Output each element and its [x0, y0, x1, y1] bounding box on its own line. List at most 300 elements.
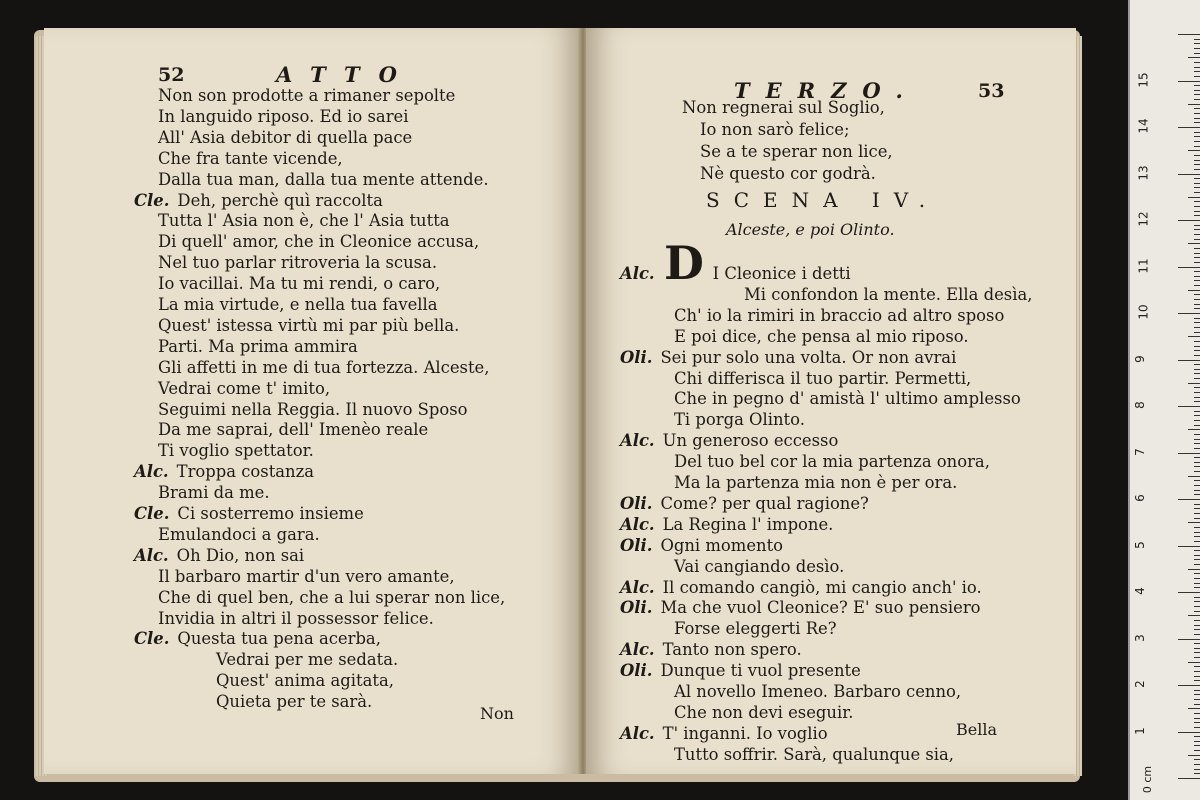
ruler-tick [1194, 759, 1200, 760]
ruler-tick [1194, 206, 1200, 207]
ruler-tick [1178, 34, 1200, 35]
text-line [620, 661, 861, 681]
left-page [44, 28, 580, 774]
text-line [158, 211, 450, 231]
ruler-tick [1194, 234, 1200, 235]
ruler-tick [1194, 485, 1200, 486]
text-line [674, 703, 853, 723]
ruler-tick [1194, 573, 1200, 574]
line-text: Sei pur solo una volta. Or non avrai [660, 347, 957, 367]
speaker-label: Oli. [620, 347, 653, 367]
line-text: I Cleonice i detti [712, 264, 851, 283]
speaker-label: Cle. [134, 504, 170, 523]
ruler-tick [1194, 71, 1200, 72]
ruler-tick [1194, 666, 1200, 667]
text-line [744, 285, 1032, 305]
ruler-tick [1194, 262, 1200, 263]
ruler-tick [1194, 773, 1200, 774]
line-text: Brami da me. [158, 483, 270, 503]
ruler-tick [1194, 62, 1200, 63]
ruler-tick [1194, 745, 1200, 746]
line-text: Mi confondon la mente. Ella desìa, [744, 284, 1033, 304]
ruler-tick [1194, 146, 1200, 147]
ruler-tick [1194, 364, 1200, 365]
ruler-tick [1178, 267, 1200, 268]
ruler-tick [1194, 253, 1200, 254]
ruler-tick [1194, 122, 1200, 123]
line-text: Che di quel ben, che a lui sperar non lice, [158, 587, 506, 607]
ruler-tick [1194, 550, 1200, 551]
text-line [216, 650, 398, 670]
right-running-head: TERZO. [734, 78, 919, 103]
ruler-tick [1188, 429, 1200, 430]
text-line [674, 327, 969, 347]
stage-direction: Alceste, e poi Olinto. [726, 220, 895, 239]
ruler-tick [1194, 169, 1200, 170]
line-text: Seguimi nella Reggia. Il nuovo Sposo [158, 399, 468, 419]
text-line [158, 400, 468, 420]
text-line [158, 316, 459, 336]
ruler-tick [1194, 201, 1200, 202]
ruler-tick [1194, 350, 1200, 351]
text-line [674, 452, 990, 472]
line-text: Quest' anima agitata, [216, 671, 394, 691]
ruler-tick [1194, 113, 1200, 114]
ruler-tick [1194, 239, 1200, 240]
ruler-number: 15 [1136, 71, 1151, 88]
text-line [674, 306, 1004, 326]
ruler-tick [1194, 39, 1200, 40]
ruler-tick [1194, 648, 1200, 649]
ruler-tick [1188, 383, 1200, 384]
ruler-tick [1194, 327, 1200, 328]
ruler-tick [1194, 718, 1200, 719]
ruler-tick [1194, 764, 1200, 765]
ruler-number: 6 [1132, 494, 1147, 502]
ruler-tick [1194, 332, 1200, 333]
ruler-tick [1194, 257, 1200, 258]
speaker-label: Oli. [620, 661, 653, 681]
line-text: Ti porga Olinto. [674, 410, 805, 430]
ruler-tick [1194, 415, 1200, 416]
ruler-tick [1178, 732, 1200, 733]
ruler-tick [1194, 652, 1200, 653]
ruler-tick [1194, 94, 1200, 95]
ruler-tick [1194, 457, 1200, 458]
text-line [158, 149, 343, 169]
line-text: All' Asia debitor di quella pace [158, 127, 413, 147]
ruler-tick [1194, 53, 1200, 54]
ruler-tick [1194, 504, 1200, 505]
speaker-label: Oli. [620, 598, 653, 618]
text-line [158, 441, 314, 461]
text-line [674, 557, 844, 577]
line-text: La mia virtude, e nella tua favella [158, 295, 438, 314]
ruler-tick [1178, 174, 1200, 175]
ruler-tick [1194, 462, 1200, 463]
ruler-tick [1194, 532, 1200, 533]
ruler-number: 9 [1132, 354, 1147, 363]
line-text: Chi differisca il tuo partir. Permetti, [674, 368, 972, 388]
ruler-tick [1194, 634, 1200, 635]
ruler-tick [1194, 722, 1200, 723]
ruler-tick [1194, 434, 1200, 435]
line-text: Di quell' amor, che in Cleonice accusa, [158, 232, 480, 252]
ruler-tick [1194, 285, 1200, 286]
ruler-tick [1194, 750, 1200, 751]
ruler-tick [1178, 81, 1200, 82]
ruler-tick [1194, 508, 1200, 509]
text-line [620, 494, 869, 514]
text-line [674, 473, 957, 493]
text-line [158, 609, 434, 629]
text-line [674, 389, 1021, 409]
ruler-tick [1188, 150, 1200, 151]
ruler-tick [1194, 490, 1200, 491]
text-line [620, 431, 838, 451]
line-text: In languido riposo. Ed io sarei [158, 106, 409, 126]
ruler-tick [1194, 518, 1200, 519]
text-line [158, 525, 320, 545]
ruler-tick [1194, 271, 1200, 272]
line-text: Tanto non spero. [662, 640, 802, 660]
ruler-tick [1194, 625, 1200, 626]
ruler-tick [1194, 294, 1200, 295]
ruler-tick [1194, 369, 1200, 370]
ruler-tick [1194, 299, 1200, 300]
speaker-label: Alc. [134, 545, 169, 565]
ruler-tick [1178, 546, 1200, 547]
ruler-unit-label: 0 cm [1141, 765, 1155, 794]
measuring-ruler [1128, 0, 1200, 800]
line-text: Nel tuo parlar ritroveria la scusa. [158, 253, 438, 273]
text-line [158, 232, 479, 252]
right-catchword: Bella [956, 720, 997, 739]
ruler-tick [1194, 401, 1200, 402]
line-text: Che fra tante vicende, [158, 148, 343, 168]
ruler-number: 7 [1132, 447, 1147, 456]
ruler-tick [1194, 448, 1200, 449]
ruler-tick [1194, 229, 1200, 230]
ruler-tick [1194, 136, 1200, 137]
ruler-tick [1178, 406, 1200, 407]
line-text: T' inganni. Io voglio [662, 723, 828, 743]
ruler-tick [1178, 127, 1200, 128]
ruler-tick [1194, 67, 1200, 68]
ruler-tick [1194, 601, 1200, 602]
ruler-tick [1194, 583, 1200, 584]
ruler-tick [1194, 164, 1200, 165]
verse-line: Nè questo cor godrà. [700, 164, 876, 183]
ruler-tick [1178, 685, 1200, 686]
text-line [620, 598, 981, 618]
text-line [158, 588, 505, 608]
ruler-tick [1194, 280, 1200, 281]
line-text: Ch' io la rimiri in braccio ad altro sposo [674, 305, 1005, 325]
ruler-tick [1194, 564, 1200, 565]
ruler-tick [1194, 411, 1200, 412]
ruler-tick [1194, 225, 1200, 226]
ruler-tick [1194, 699, 1200, 700]
drop-cap: D [664, 236, 704, 290]
text-line [134, 462, 314, 482]
ruler-tick [1194, 643, 1200, 644]
line-text: Quest' istessa virtù mi par più bella. [158, 315, 460, 335]
ruler-tick [1194, 346, 1200, 347]
ruler-tick [1194, 536, 1200, 537]
line-text: Non son prodotte a rimaner sepolte [158, 86, 456, 105]
line-text: Parti. Ma prima ammira [158, 336, 358, 356]
ruler-tick [1178, 360, 1200, 361]
text-line [158, 128, 412, 148]
ruler-number: 12 [1136, 211, 1151, 227]
left-catchword: Non [480, 704, 514, 723]
ruler-tick [1178, 453, 1200, 454]
line-text: Deh, perchè quì raccolta [177, 190, 383, 210]
ruler-tick [1178, 499, 1200, 500]
text-line [674, 410, 805, 430]
ruler-tick [1194, 99, 1200, 100]
line-text: Ogni momento [660, 535, 784, 555]
ruler-number: 2 [1132, 680, 1147, 688]
ruler-tick [1194, 118, 1200, 119]
ruler-tick [1188, 476, 1200, 477]
ruler-tick [1188, 104, 1200, 105]
speaker-label: Alc. [620, 723, 655, 743]
line-text: Come? per qual ragione? [660, 493, 869, 513]
ruler-tick [1194, 727, 1200, 728]
line-text: Ci sosterremo insieme [177, 504, 364, 523]
ruler-tick [1194, 387, 1200, 388]
text-line [158, 420, 428, 440]
text-line [158, 483, 270, 503]
ruler-number: 14 [1136, 118, 1151, 134]
line-text: Io vacillai. Ma tu mi rendi, o caro, [158, 274, 441, 294]
ruler-tick [1194, 704, 1200, 705]
line-text: Un generoso eccesso [662, 431, 839, 451]
speaker-label: Cle. [134, 190, 170, 210]
speaker-label: Alc. [134, 462, 169, 482]
text-line [158, 86, 455, 106]
ruler-tick [1194, 671, 1200, 672]
ruler-number: 8 [1132, 401, 1147, 409]
line-text: Ti voglio spettator. [158, 441, 314, 461]
text-line [158, 567, 455, 587]
ruler-tick [1194, 392, 1200, 393]
line-text: Oh Dio, non sai [176, 545, 305, 565]
ruler-tick [1194, 466, 1200, 467]
ruler-tick [1188, 522, 1200, 523]
text-line [620, 640, 802, 660]
ruler-tick [1194, 90, 1200, 91]
ruler-tick [1188, 569, 1200, 570]
text-line [216, 692, 372, 712]
speaker-label: Alc. [620, 514, 655, 534]
ruler-number: 10 [1136, 304, 1151, 320]
ruler-tick [1194, 597, 1200, 598]
speaker-label: Oli. [620, 493, 653, 513]
line-text: Vedrai come t' imito, [158, 378, 331, 398]
text-line [158, 170, 489, 190]
text-line [158, 107, 408, 127]
ruler-tick [1194, 341, 1200, 342]
ruler-tick [1194, 308, 1200, 309]
ruler-tick [1194, 741, 1200, 742]
text-line [674, 369, 971, 389]
text-line [620, 536, 783, 556]
speaker-label: Alc. [620, 264, 655, 283]
ruler-tick [1194, 248, 1200, 249]
ruler-tick [1194, 183, 1200, 184]
text-line [620, 348, 956, 368]
line-text: Ma che vuol Cleonice? E' suo pensiero [660, 598, 981, 618]
text-line [674, 745, 954, 765]
text-line [674, 682, 961, 702]
text-line [134, 629, 381, 649]
ruler-number: 3 [1132, 633, 1147, 642]
ruler-tick [1194, 48, 1200, 49]
text-line [158, 295, 438, 315]
line-text: Il comando cangiò, mi cangio anch' io. [662, 577, 982, 597]
text-line [216, 671, 394, 691]
text-line [158, 253, 437, 273]
line-text: Emulandoci a gara. [158, 524, 320, 544]
ruler-tick [1194, 439, 1200, 440]
ruler-tick [1194, 43, 1200, 44]
line-text: Tutto soffrir. Sarà, qualunque sia, [674, 744, 954, 764]
speaker-label: Alc. [620, 640, 655, 660]
ruler-tick [1194, 611, 1200, 612]
ruler-tick [1194, 85, 1200, 86]
ruler-tick [1194, 76, 1200, 77]
verse-line: Non regnerai sul Soglio, [682, 98, 885, 117]
ruler-tick [1194, 160, 1200, 161]
line-text: Dunque ti vuol presente [660, 661, 861, 681]
ruler-tick [1194, 587, 1200, 588]
ruler-tick [1194, 155, 1200, 156]
ruler-number: 1 [1132, 726, 1147, 735]
ruler-tick [1188, 708, 1200, 709]
ruler-tick [1194, 657, 1200, 658]
ruler-tick [1194, 606, 1200, 607]
ruler-tick [1188, 290, 1200, 291]
text-line [134, 191, 383, 211]
ruler-tick [1194, 494, 1200, 495]
line-text: E poi dice, che pensa al mio riposo. [674, 326, 969, 346]
ruler-tick [1194, 443, 1200, 444]
ruler-tick [1194, 211, 1200, 212]
line-text: Vai cangiando desìo. [674, 556, 845, 576]
ruler-tick [1194, 527, 1200, 528]
line-text: Al novello Imeneo. Barbaro cenno, [674, 682, 962, 701]
text-line [134, 546, 304, 566]
verse-line: Io non sarò felice; [700, 120, 850, 139]
ruler-tick [1194, 187, 1200, 188]
ruler-tick [1194, 676, 1200, 677]
ruler-tick [1194, 141, 1200, 142]
ruler-tick [1194, 620, 1200, 621]
ruler-tick [1194, 578, 1200, 579]
verse-line: Se a te sperar non lice, [700, 142, 893, 161]
text-line [620, 264, 851, 284]
right-page [586, 28, 1076, 774]
text-line [158, 337, 358, 357]
ruler-number: 13 [1136, 164, 1151, 181]
text-line [158, 379, 330, 399]
line-text: Gli affetti in me di tua fortezza. Alceste, [158, 357, 490, 377]
ruler-tick [1194, 694, 1200, 695]
ruler-number: 5 [1132, 540, 1147, 549]
text-line [620, 578, 982, 598]
ruler-tick [1178, 639, 1200, 640]
text-line [158, 358, 489, 378]
ruler-tick [1194, 559, 1200, 560]
line-text: Tutta l' Asia non è, che l' Asia tutta [158, 211, 450, 231]
ruler-tick [1178, 313, 1200, 314]
ruler-tick [1194, 420, 1200, 421]
ruler-tick [1194, 215, 1200, 216]
ruler-tick [1194, 378, 1200, 379]
line-text: Quieta per te sarà. [216, 692, 373, 712]
ruler-tick [1194, 769, 1200, 770]
text-line [158, 274, 440, 294]
ruler-tick [1194, 425, 1200, 426]
ruler-tick [1194, 373, 1200, 374]
left-page-number: 52 [158, 64, 185, 86]
ruler-tick [1178, 220, 1200, 221]
line-text: Ma la partenza mia non è per ora. [674, 473, 958, 492]
ruler-tick [1194, 513, 1200, 514]
right-page-number: 53 [978, 80, 1005, 102]
text-line [620, 724, 828, 744]
ruler-tick [1194, 318, 1200, 319]
ruler-tick [1194, 480, 1200, 481]
ruler-tick [1194, 322, 1200, 323]
speaker-label: Alc. [620, 577, 655, 597]
ruler-tick [1194, 304, 1200, 305]
ruler-tick [1194, 108, 1200, 109]
line-text: Questa tua pena acerba, [177, 629, 381, 649]
line-text: Del tuo bel cor la mia partenza onora, [674, 452, 990, 472]
ruler-tick [1194, 713, 1200, 714]
speaker-label: Oli. [620, 535, 653, 555]
line-text: Vedrai per me sedata. [216, 650, 399, 670]
line-text: Il barbaro martir d'un vero amante, [158, 566, 455, 586]
line-text: Che non devi eseguir. [674, 702, 854, 722]
text-line [674, 619, 837, 639]
ruler-tick [1194, 355, 1200, 356]
ruler-tick [1194, 541, 1200, 542]
line-text: Dalla tua man, dalla tua mente attende. [158, 169, 489, 189]
ruler-tick [1194, 471, 1200, 472]
ruler-number: 11 [1136, 257, 1151, 274]
ruler-tick [1194, 680, 1200, 681]
line-text: La Regina l' impone. [662, 514, 834, 534]
ruler-tick [1194, 555, 1200, 556]
ruler-tick [1178, 778, 1200, 779]
ruler-tick [1194, 132, 1200, 133]
line-text: Forse eleggerti Re? [674, 619, 837, 639]
ruler-tick [1194, 397, 1200, 398]
line-text: Invidia in altri il possessor felice. [158, 608, 434, 628]
left-running-head: ATTO [276, 62, 416, 87]
ruler-tick [1194, 736, 1200, 737]
text-line [134, 504, 364, 524]
line-text: Troppa costanza [176, 462, 315, 482]
ruler-tick [1188, 57, 1200, 58]
ruler-tick [1178, 592, 1200, 593]
ruler-tick [1188, 243, 1200, 244]
